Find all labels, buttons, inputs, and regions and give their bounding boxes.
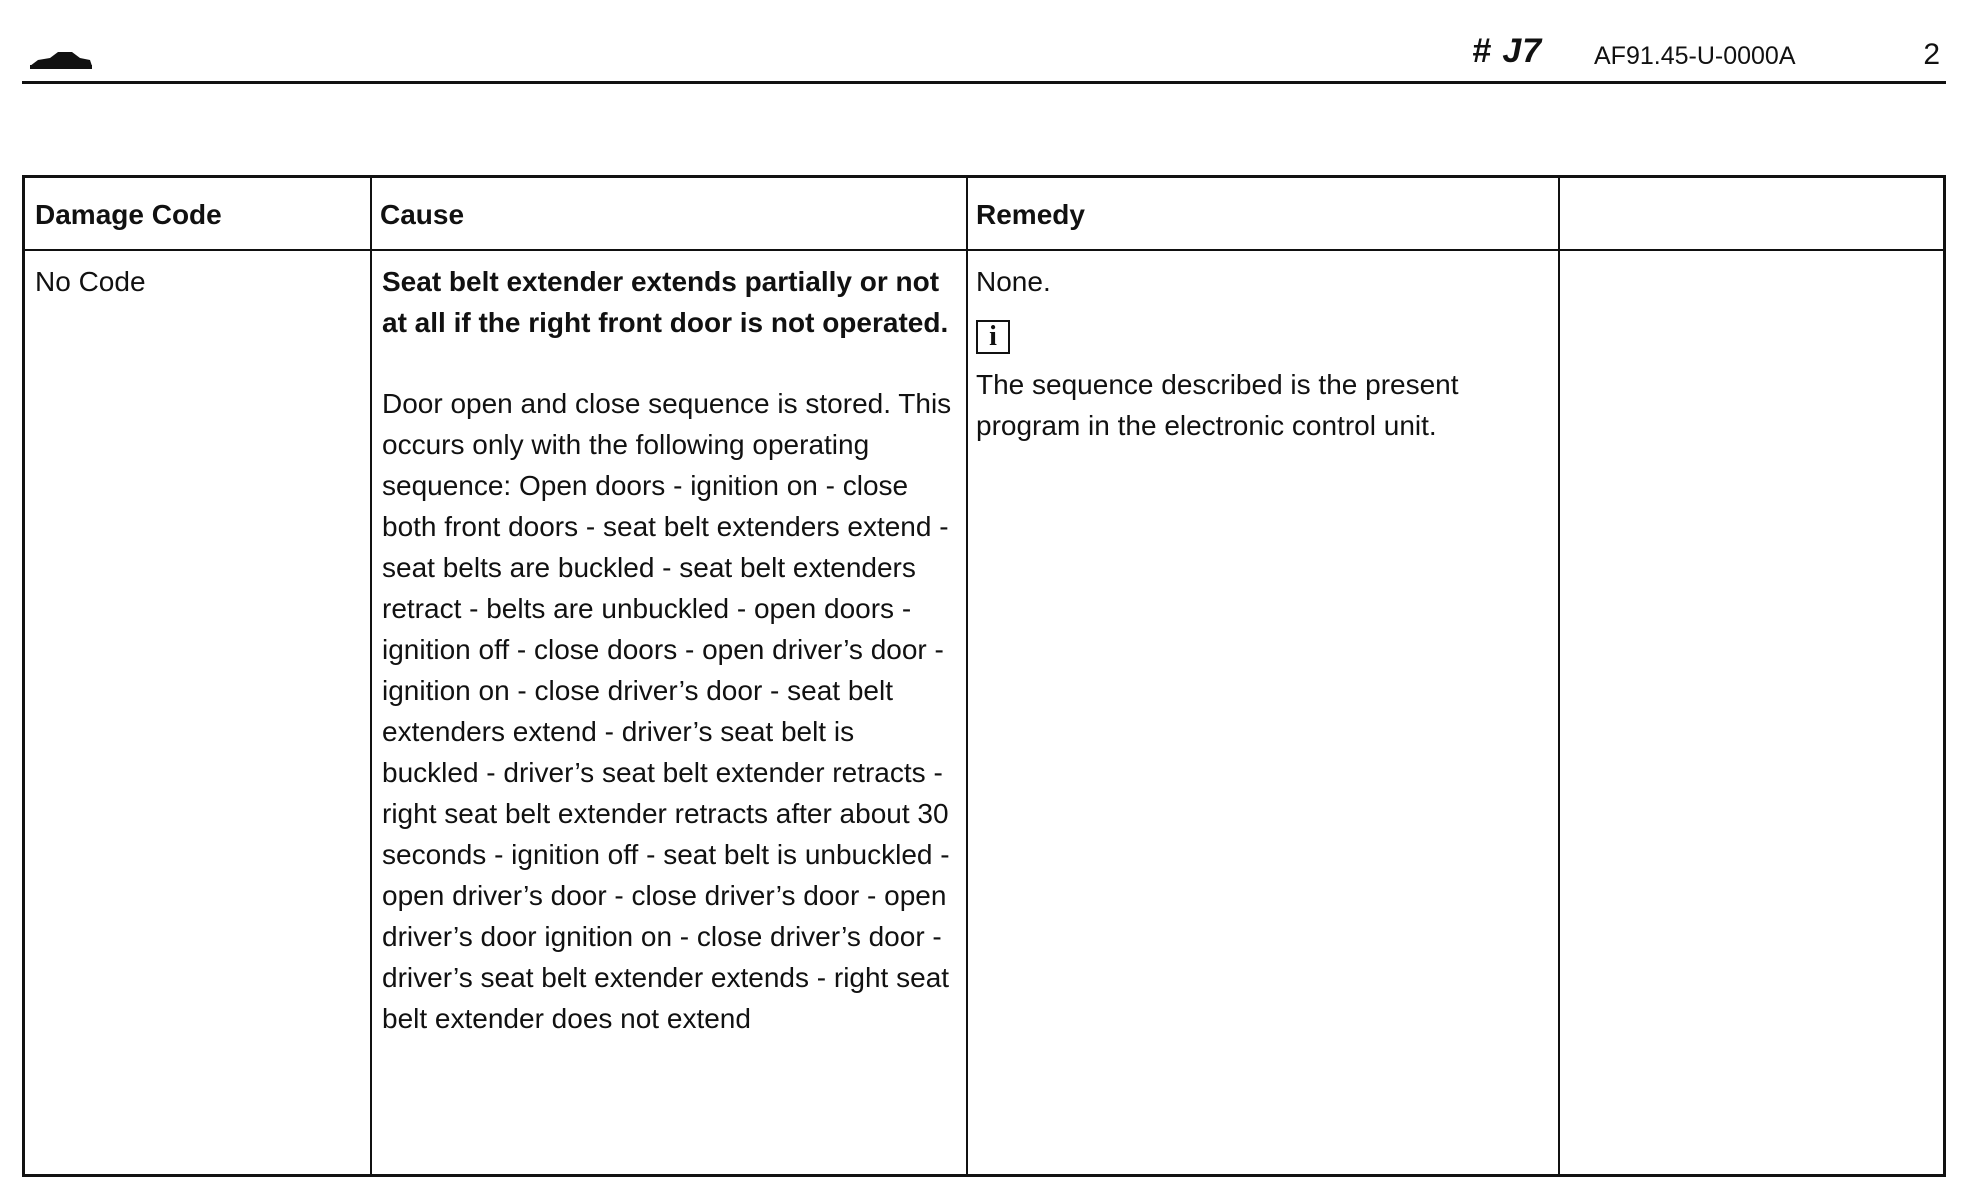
cause-summary: Seat belt extender extends partially or not at all if the right front door is not operated. <box>382 266 949 338</box>
column-divider <box>370 178 372 1174</box>
remedy-note: The sequence described is the present program in the electronic control unit. <box>976 369 1459 441</box>
car-icon <box>28 44 94 74</box>
damage-code-table <box>22 175 1946 1177</box>
remedy-cell <box>976 261 1548 446</box>
damage-code-cell: No Code <box>35 266 146 297</box>
document-code: AF91.45-U-0000A <box>1594 42 1796 70</box>
remedy-text: None. <box>976 266 1051 297</box>
column-header-cause: Cause <box>380 199 465 230</box>
header-divider <box>25 249 1943 251</box>
sheet-number: # J7 <box>1472 32 1543 70</box>
info-icon: i <box>976 320 1010 354</box>
cause-cell <box>382 261 956 1039</box>
column-divider <box>1558 178 1560 1174</box>
column-header-damage-code: Damage Code <box>35 199 222 230</box>
column-header-remedy: Remedy <box>976 199 1085 230</box>
page-header <box>22 28 1946 84</box>
page-number: 2 <box>1923 38 1940 71</box>
cause-detail: Door open and close sequence is stored. This occurs only with the following operating sequence: Open doors - ignition on - close both front doors - seat belt extenders extend - seat belts are buckled - seat belt extenders retract - belts are unbuckled - open doors - ignition off - close doors - open driver’s door - ignition on - close driver’s door - seat belt extenders extend - driver’s seat belt is buckled - driver’s seat belt extender retracts - right seat belt extender retracts after about 30 seconds - ignition off - seat belt is unbuckled - open driver’s door - close driver’s door - open driver’s door ignition on - close driver’s door - driver’s seat belt extender extends - right seat belt extender does not extend <box>382 388 952 1034</box>
column-divider <box>966 178 968 1174</box>
